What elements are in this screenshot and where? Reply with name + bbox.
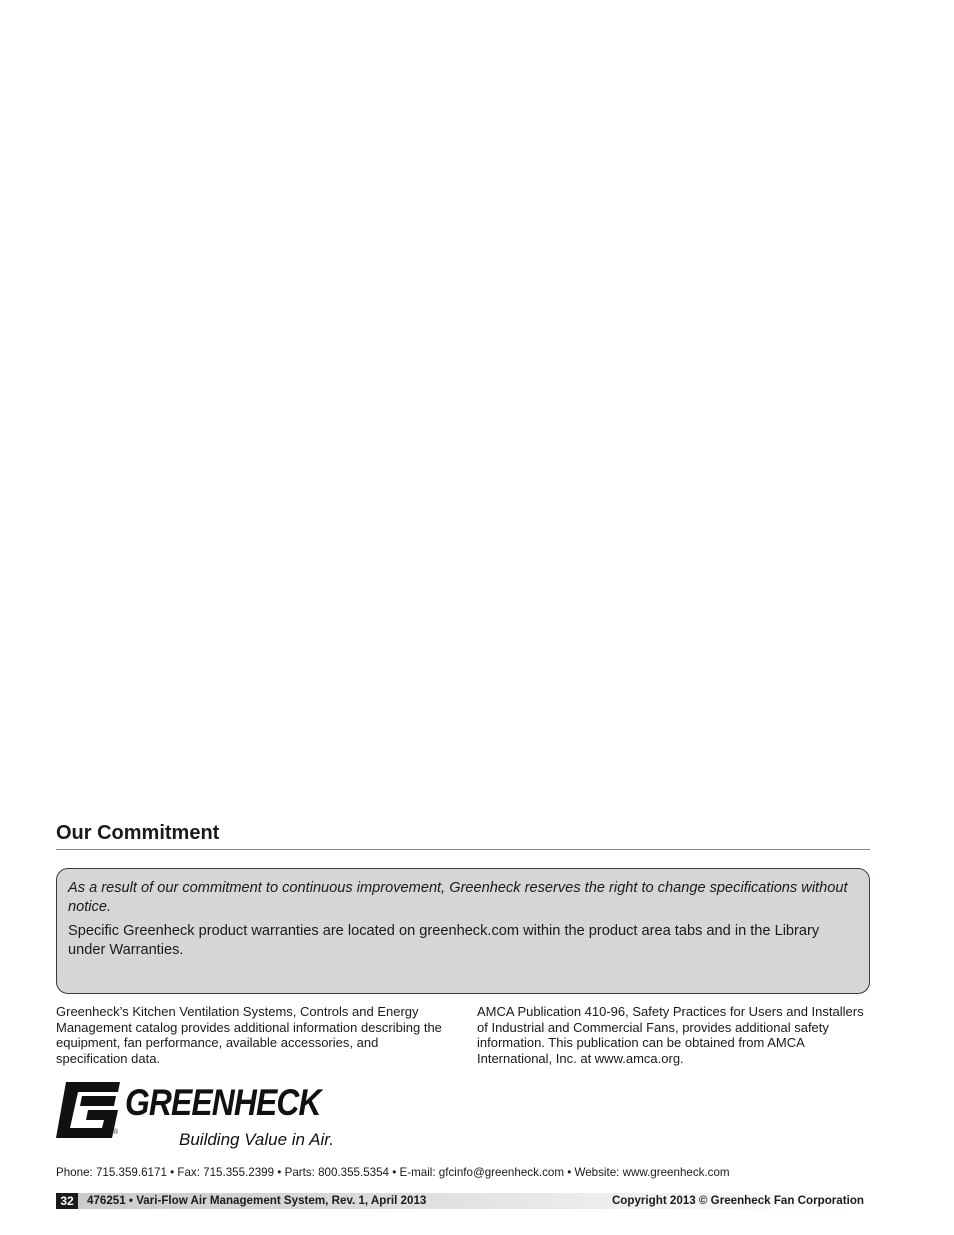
- contact-line: Phone: 715.359.6171 • Fax: 715.355.2399 • Parts: 800.355.5354 • E-mail: gfcinfo@greenheck.com • Website: www.greenheck.com: [56, 1166, 730, 1179]
- copyright-notice: Copyright 2013 © Greenheck Fan Corporation: [611, 1194, 864, 1207]
- commitment-box: [56, 868, 870, 994]
- registered-mark: ®: [113, 1129, 119, 1136]
- section-divider: [56, 849, 870, 850]
- warranty-text: Specific Greenheck product warranties are located on greenheck.com within the product area tabs and in the Library under Warranties.: [68, 923, 820, 958]
- section-title: Our Commitment: [56, 822, 220, 844]
- greenheck-logo: [56, 1082, 346, 1154]
- catalog-info: Greenheck’s Kitchen Ventilation Systems, Controls and Energy Management catalog provides additional information describing the equipment, fan performance, available accessories, and specification data.: [56, 1004, 442, 1067]
- page-footer: [56, 1193, 868, 1209]
- commitment-notice: As a result of our commitment to continuous improvement, Greenheck reserves the right to change specifications without notice.: [68, 880, 848, 915]
- amca-info: AMCA Publication 410-96, Safety Practices for Users and Installers of Industrial and Commercial Fans, provides additional safety information. This publication can be obtained from AMCA International, Inc. at www.amca.org.: [477, 1004, 864, 1067]
- logo-tagline: Building Value in Air.: [179, 1130, 334, 1149]
- logo-wordmark: GREENHECK: [125, 1082, 321, 1123]
- document-reference: 476251 • Vari-Flow Air Management System, Rev. 1, April 2013: [87, 1194, 427, 1207]
- page-number: 32: [56, 1193, 78, 1209]
- greenheck-g-icon: [56, 1082, 120, 1138]
